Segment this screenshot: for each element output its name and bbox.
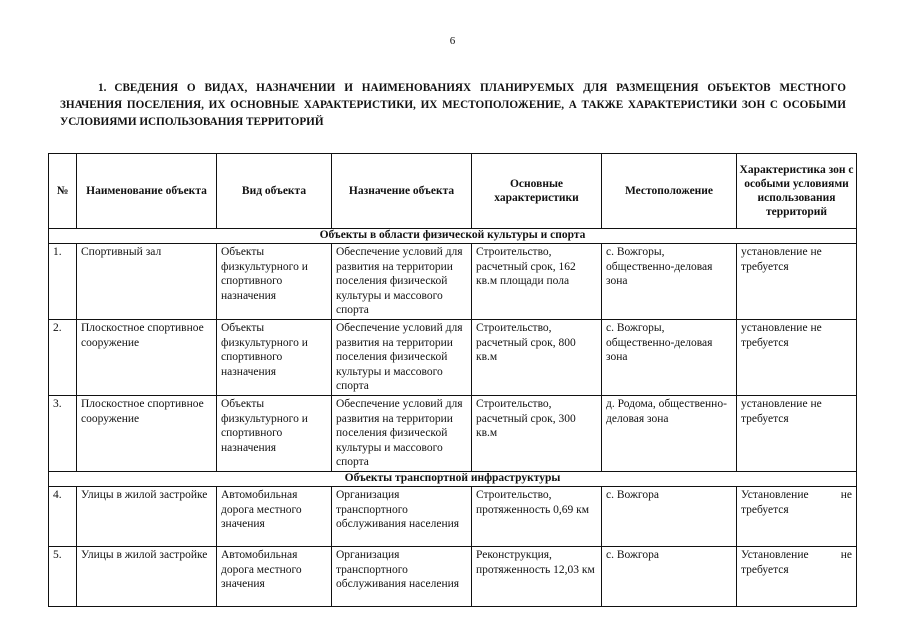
cell-purpose: Организация транспортного обслуживания населения (332, 486, 472, 546)
section-heading (60, 80, 846, 131)
table-header-row (49, 154, 857, 229)
column-header-characteristics: Основные характеристики (472, 154, 602, 229)
cell-purpose: Обеспечение условий для развития на территории поселения физической культуры и массового спорта (332, 319, 472, 395)
cell-zones: установление не требуется (737, 319, 857, 395)
table-row (49, 546, 857, 606)
cell-type: Объекты физкультурного и спортивного назначения (217, 319, 332, 395)
cell-location: с. Вожгоры, общественно-деловая зона (602, 319, 737, 395)
cell-characteristics: Строительство, расчетный срок, 300 кв.м (472, 395, 602, 471)
cell-location: с. Вожгоры, общественно-деловая зона (602, 244, 737, 320)
cell-characteristics: Строительство, расчетный срок, 800 кв.м (472, 319, 602, 395)
cell-location: с. Вожгора (602, 486, 737, 546)
cell-zones: Установление не требуется (737, 486, 857, 546)
column-header-purpose: Назначение объекта (332, 154, 472, 229)
cell-name: Улицы в жилой застройке (77, 546, 217, 606)
column-header-zones: Характеристика зон с особыми условиями использования территорий (737, 154, 857, 229)
section-heading-text: СВЕДЕНИЯ О ВИДАХ, НАЗНАЧЕНИИ И НАИМЕНОВАНИЯХ ПЛАНИРУЕМЫХ ДЛЯ РАЗМЕЩЕНИЯ ОБЪЕКТОВ МЕСТНОГО ЗНАЧЕНИЯ ПОСЕЛЕНИЯ, ИХ ОСНОВНЫЕ ХАРАКТЕРИСТИКИ, ИХ МЕСТОПОЛОЖЕНИЕ, А ТАКЖЕ ХАРАКТЕРИСТИКИ ЗОН С ОСОБЫМИ УСЛОВИЯМИ ИСПОЛЬЗОВАНИЯ ТЕРРИТОРИЙ (60, 82, 846, 128)
cell-name: Плоскостное спортивное сооружение (77, 319, 217, 395)
cell-purpose: Обеспечение условий для развития на территории поселения физической культуры и массового спорта (332, 395, 472, 471)
cell-zones: Установление не требуется (737, 546, 857, 606)
section-title: Объекты в области физической культуры и спорта (49, 229, 857, 244)
cell-number: 2. (49, 319, 77, 395)
cell-name: Спортивный зал (77, 244, 217, 320)
table-row (49, 486, 857, 546)
planned-objects-table (48, 153, 857, 607)
section-row-transport (49, 471, 857, 486)
cell-type: Автомобильная дорога местного значения (217, 546, 332, 606)
cell-number: 1. (49, 244, 77, 320)
cell-characteristics: Строительство, расчетный срок, 162 кв.м площади пола (472, 244, 602, 320)
cell-type: Объекты физкультурного и спортивного назначения (217, 244, 332, 320)
column-header-type: Вид объекта (217, 154, 332, 229)
cell-number: 5. (49, 546, 77, 606)
cell-type: Автомобильная дорога местного значения (217, 486, 332, 546)
cell-name: Улицы в жилой застройке (77, 486, 217, 546)
cell-characteristics: Реконструкция, протяженность 12,03 км (472, 546, 602, 606)
page-number: 6 (449, 35, 456, 47)
section-heading-number: 1. (98, 82, 107, 94)
column-header-name: Наименование объекта (77, 154, 217, 229)
cell-location: с. Вожгора (602, 546, 737, 606)
cell-number: 3. (49, 395, 77, 471)
cell-location: д. Родома, общественно-деловая зона (602, 395, 737, 471)
section-row-sport (49, 229, 857, 244)
cell-zones: установление не требуется (737, 395, 857, 471)
column-header-number: № (49, 154, 77, 229)
cell-zones: установление не требуется (737, 244, 857, 320)
table-row (49, 244, 857, 320)
cell-name: Плоскостное спортивное сооружение (77, 395, 217, 471)
table-row (49, 319, 857, 395)
cell-purpose: Обеспечение условий для развития на территории поселения физической культуры и массового спорта (332, 244, 472, 320)
table-row (49, 395, 857, 471)
column-header-location: Местоположение (602, 154, 737, 229)
section-title: Объекты транспортной инфраструктуры (49, 471, 857, 486)
cell-characteristics: Строительство, протяженность 0,69 км (472, 486, 602, 546)
cell-purpose: Организация транспортного обслуживания населения (332, 546, 472, 606)
cell-type: Объекты физкультурного и спортивного назначения (217, 395, 332, 471)
cell-number: 4. (49, 486, 77, 546)
